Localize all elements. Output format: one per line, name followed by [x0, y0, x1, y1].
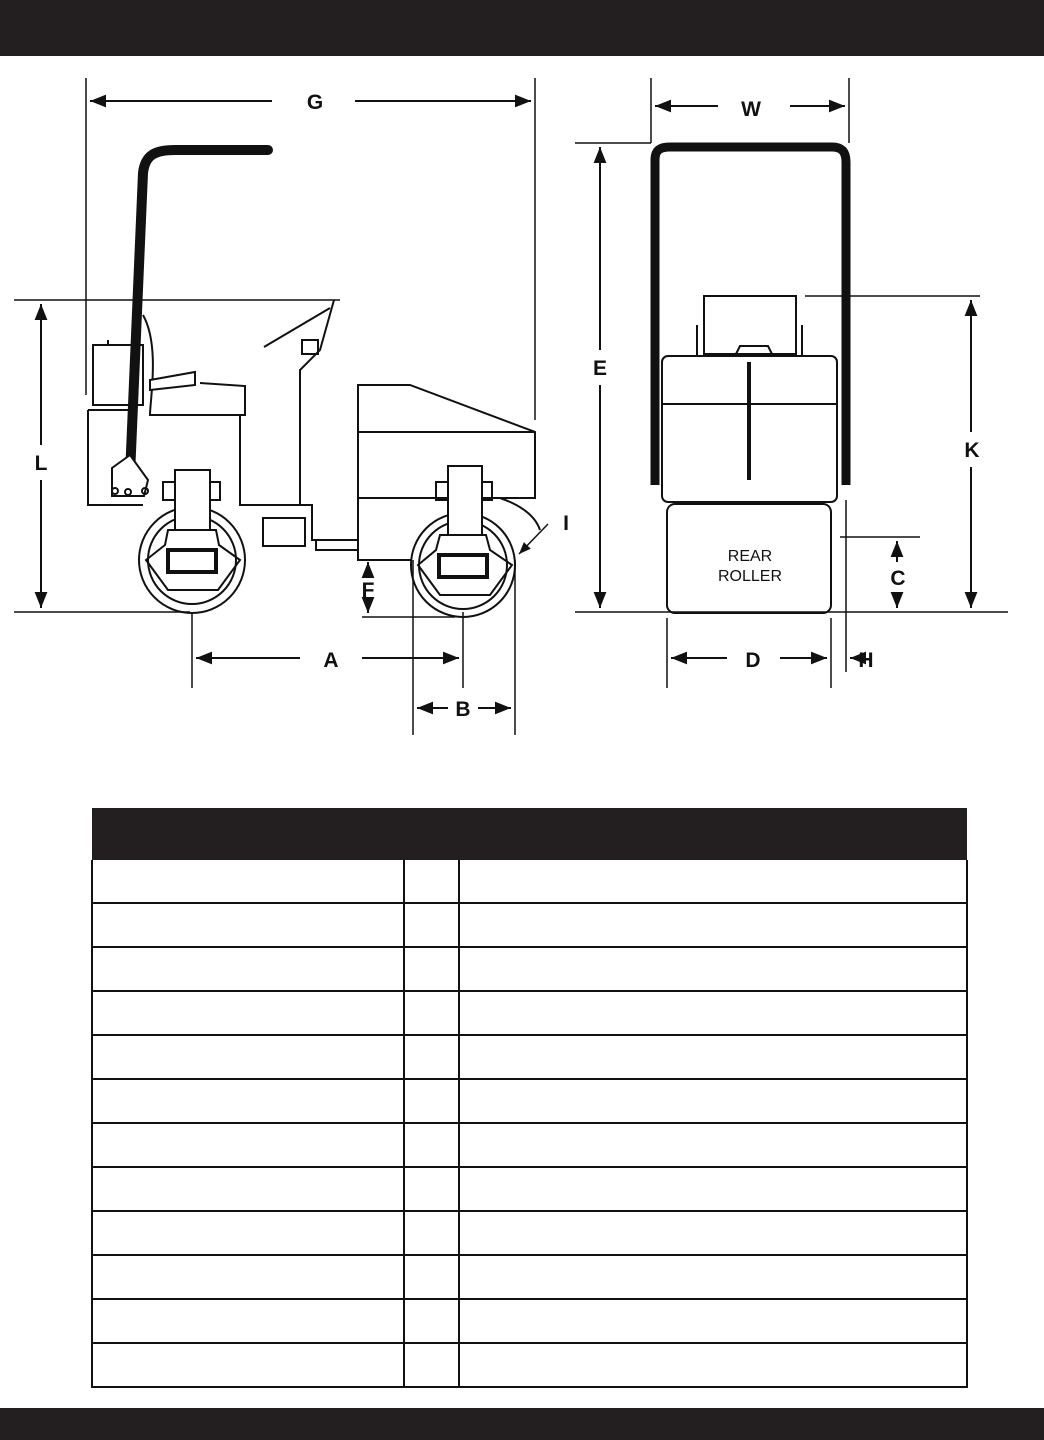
row-value: [459, 991, 967, 1035]
bottom-footer-bar: [0, 1408, 1044, 1440]
row-key: [404, 1343, 459, 1387]
row-value: [459, 1079, 967, 1123]
row-value: [459, 1123, 967, 1167]
row-key: [404, 1035, 459, 1079]
row-key: [404, 1211, 459, 1255]
dim-label-c: C: [890, 567, 906, 590]
row-label: [92, 1035, 404, 1079]
dim-label-i: I: [563, 512, 569, 535]
table-row: [92, 947, 967, 991]
table-row: [92, 1167, 967, 1211]
dim-label-l: L: [34, 452, 48, 475]
row-value: [459, 1299, 967, 1343]
row-value: [459, 860, 967, 903]
row-label: [92, 947, 404, 991]
dim-label-d: D: [745, 649, 761, 672]
dim-label-f: F: [361, 579, 375, 602]
row-value: [459, 1255, 967, 1299]
table-row: [92, 1299, 967, 1343]
dim-label-w: W: [741, 98, 761, 121]
row-label: [92, 1299, 404, 1343]
row-key: [404, 1255, 459, 1299]
row-label: [92, 1167, 404, 1211]
rear-roller-label-line2: ROLLER: [717, 568, 783, 585]
row-key: [404, 991, 459, 1035]
row-label: [92, 991, 404, 1035]
dim-label-k: K: [964, 439, 980, 462]
row-label: [92, 903, 404, 947]
table-row: [92, 860, 967, 903]
rear-roller-label-line1: REAR: [727, 548, 773, 565]
dim-label-a: A: [323, 649, 339, 672]
row-value: [459, 1167, 967, 1211]
table-row: [92, 1079, 967, 1123]
row-value: [459, 903, 967, 947]
dim-label-e: E: [592, 357, 608, 380]
row-label: [92, 860, 404, 903]
table-row: [92, 1255, 967, 1299]
row-label: [92, 1079, 404, 1123]
row-label: [92, 1343, 404, 1387]
row-key: [404, 947, 459, 991]
table-row: [92, 1035, 967, 1079]
row-key: [404, 903, 459, 947]
row-key: [404, 1299, 459, 1343]
row-label: [92, 1255, 404, 1299]
specifications-table: [91, 808, 968, 1388]
table-row: [92, 1343, 967, 1387]
table-row: [92, 903, 967, 947]
table-row: [92, 1123, 967, 1167]
dim-label-h: H: [858, 649, 874, 672]
row-value: [459, 1211, 967, 1255]
row-label: [92, 1211, 404, 1255]
row-label: [92, 1123, 404, 1167]
table-header: [92, 808, 967, 860]
dim-label-b: B: [455, 698, 471, 721]
row-key: [404, 860, 459, 903]
row-value: [459, 947, 967, 991]
table-row: [92, 991, 967, 1035]
row-key: [404, 1123, 459, 1167]
dim-label-g: G: [306, 91, 324, 114]
row-value: [459, 1035, 967, 1079]
row-key: [404, 1079, 459, 1123]
table-row: [92, 1211, 967, 1255]
row-key: [404, 1167, 459, 1211]
side-view: [14, 78, 548, 735]
table-header-row: [92, 808, 967, 860]
rear-view: [575, 78, 1008, 688]
row-value: [459, 1343, 967, 1387]
